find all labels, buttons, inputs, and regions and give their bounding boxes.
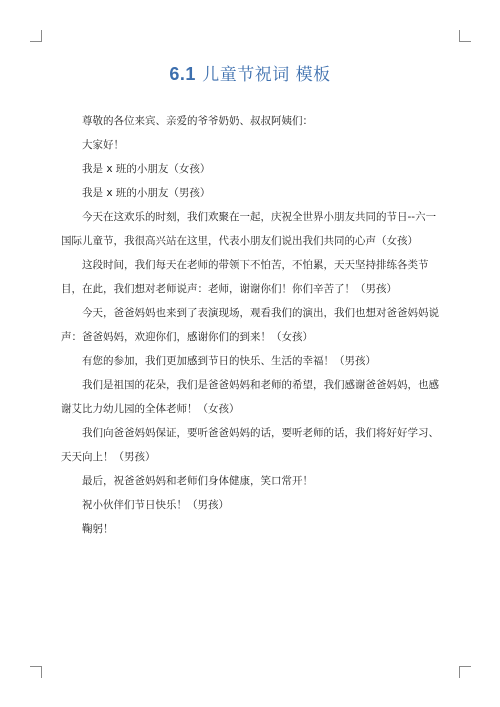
crop-mark-bottom-right	[459, 666, 471, 678]
crop-mark-top-right	[459, 30, 471, 42]
title-text: 儿童节祝词 模板	[202, 65, 331, 85]
paragraph-intro-boy: 我是 x 班的小朋友（男孩）	[82, 187, 211, 199]
paragraph: 最后，祝爸爸妈妈和老师们身体健康，笑口常开！	[82, 475, 313, 487]
paragraph: 我们是祖国的花朵，我们是爸爸妈妈和老师的希望，我们感谢爸爸妈妈，也感谢艾比力幼儿园的全体老师！（女孩）	[61, 379, 439, 415]
paragraph: 有您的参加，我们更加感到节日的快乐、生活的幸福！（男孩）	[82, 355, 376, 367]
title-number: 6.1	[169, 64, 196, 84]
paragraph-salutation: 尊敬的各位来宾、亲爱的爷爷奶奶、叔叔阿姨们：	[82, 115, 313, 127]
paragraph: 这段时间，我们每天在老师的带领下不怕苦，不怕累，天天坚持排练各类节目，在此，我们想对老师说声：老师，谢谢你们！你们辛苦了！（男孩）	[61, 259, 429, 295]
crop-mark-top-left	[30, 30, 42, 42]
paragraph: 今天，爸爸妈妈也来到了表演现场，观看我们的演出，我们也想对爸爸妈妈说声：爸爸妈妈，欢迎你们，感谢你们的到来！（女孩）	[61, 307, 439, 343]
document-body	[61, 109, 439, 541]
paragraph-intro-girl: 我是 x 班的小朋友（女孩）	[82, 163, 211, 175]
paragraph: 今天在这欢乐的时刻，我们欢聚在一起，庆祝全世界小朋友共同的节日--六一国际儿童节，我很高兴站在这里，代表小朋友们说出我们共同的心声（女孩）	[61, 211, 437, 247]
paragraph: 祝小伙伴们节日快乐！（男孩）	[82, 499, 229, 511]
page-title	[0, 60, 500, 85]
paragraph-closing: 鞠躬！	[82, 523, 114, 535]
crop-mark-bottom-left	[30, 666, 42, 678]
paragraph-greeting: 大家好！	[82, 139, 124, 151]
paragraph: 我们向爸爸妈妈保证，要听爸爸妈妈的话，要听老师的话，我们将好好学习、天天向上！（男孩）	[61, 427, 439, 463]
